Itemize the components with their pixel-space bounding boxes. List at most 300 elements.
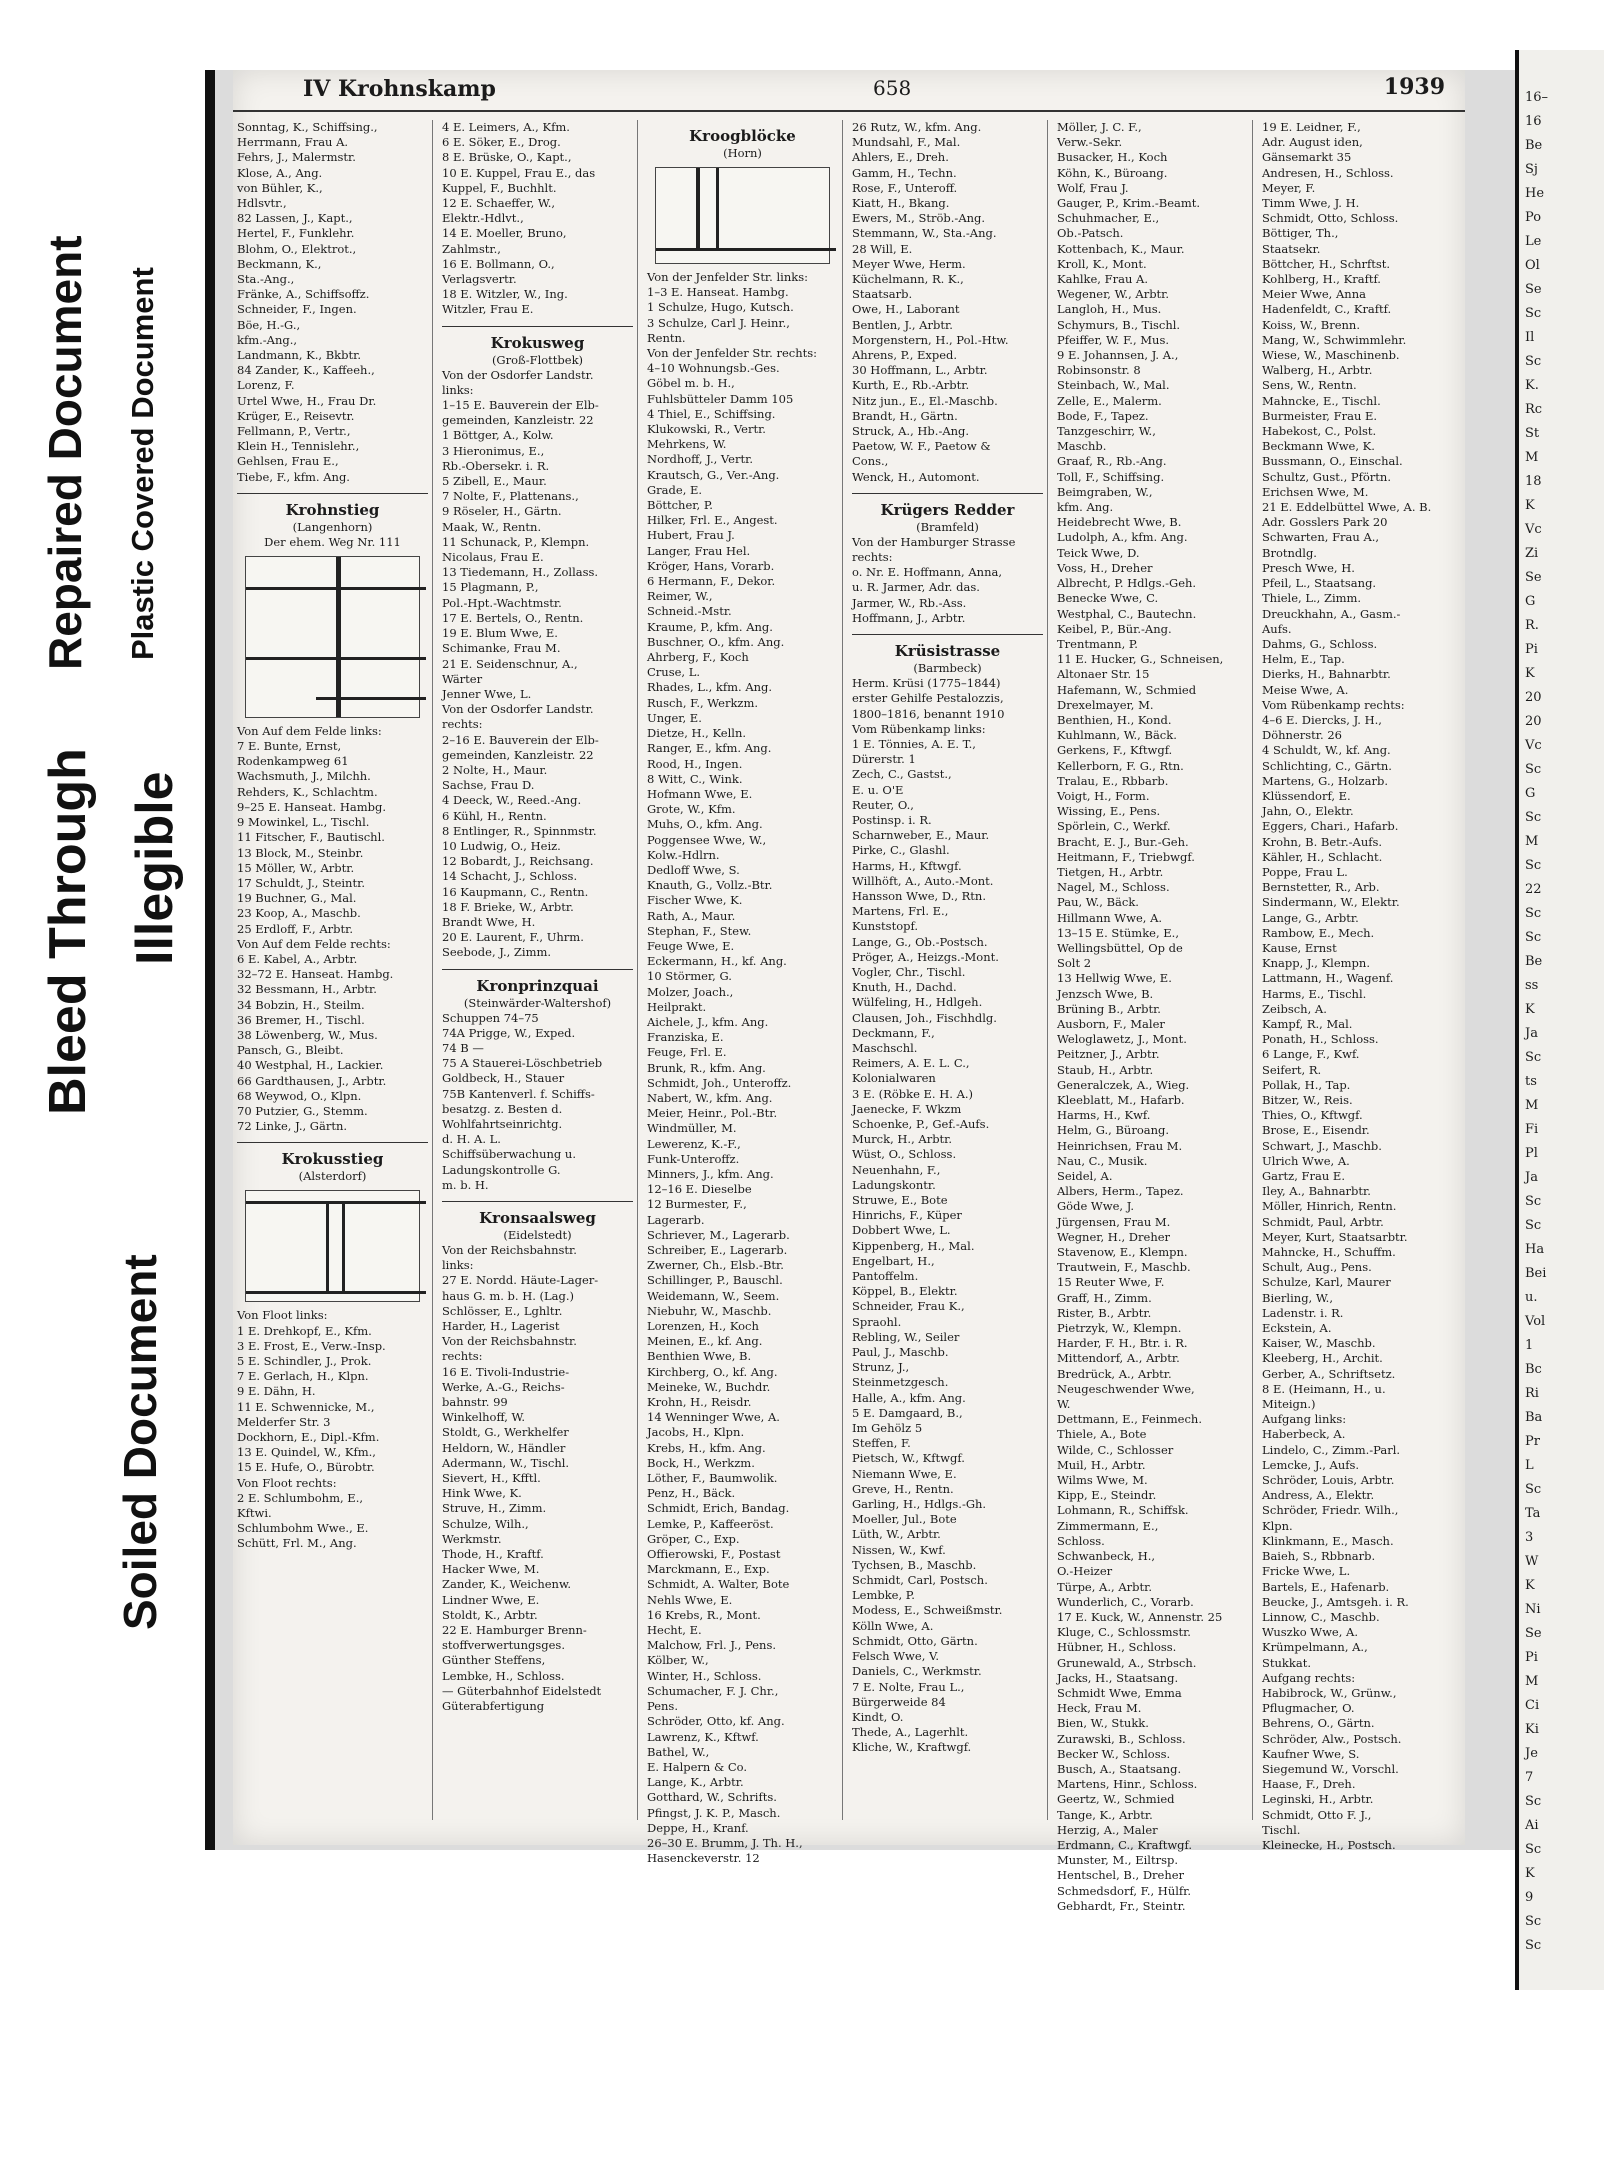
directory-entry: Gebhardt, Fr., Steintr. <box>1057 1898 1186 1913</box>
directory-entry: Deppe, H., Kranf. <box>647 1820 749 1835</box>
directory-entry: 4 Thiel, E., Schiffsing. <box>647 406 776 421</box>
directory-entry: Pröger, A., Heizgs.-Mont. <box>852 949 999 964</box>
directory-entry: Klein H., Tennislehr., <box>237 439 360 454</box>
directory-entry: Nabert, W., kfm. Ang. <box>647 1090 773 1105</box>
directory-entry: Aufs. <box>1262 621 1292 636</box>
directory-entry: Schröder, Louis, Arbtr. <box>1262 1473 1395 1488</box>
directory-entry: 6 E. Söker, E., Drog. <box>442 135 561 150</box>
directory-entry: 5 Zibell, E., Maur. <box>442 474 547 489</box>
directory-entry: Bock, H., Werkzm. <box>647 1455 755 1470</box>
directory-entry: Rentn. <box>647 330 686 345</box>
adjacent-page-fragment: Bc <box>1525 1362 1542 1377</box>
directory-entry: 21 E. Eddelbüttel Wwe, A. B. <box>1262 500 1432 515</box>
directory-entry: Stemmann, W., Sta.-Ang. <box>852 226 997 241</box>
directory-entry: 6 Lange, F., Kwf. <box>1262 1047 1360 1062</box>
directory-entry: Verlagsvertr. <box>442 272 517 287</box>
directory-entry: Brandt, H., Gärtn. <box>852 408 958 423</box>
directory-entry: Jenzsch Wwe, B. <box>1057 986 1154 1001</box>
adjacent-page-fragment: Ba <box>1525 1410 1543 1425</box>
directory-entry: Schütt, Frl. M., Ang. <box>237 1536 357 1551</box>
directory-entry: Meyer, F. <box>1262 180 1316 195</box>
directory-entry: bahnstr. 99 <box>442 1395 508 1410</box>
directory-entry: 2 E. Schlumbohm, E., <box>237 1490 364 1505</box>
adjacent-page-fragment: 7 <box>1525 1770 1534 1785</box>
directory-entry: Hübner, H., Schloss. <box>1057 1640 1177 1655</box>
directory-entry: Jarmer, W., Rb.-Ass. <box>852 595 967 610</box>
directory-entry: Unger, E. <box>647 710 702 725</box>
directory-entry: Aufgang links: <box>1262 1412 1347 1427</box>
directory-entry: Struck, A., Hb.-Ang. <box>852 424 970 439</box>
directory-entry: Ob.-Patsch. <box>1057 226 1124 241</box>
directory-entry: Morgenstern, H., Pol.-Htw. <box>852 332 1009 347</box>
directory-entry: 6 Kühl, H., Rentn. <box>442 808 547 823</box>
adjacent-page-fragment: G <box>1525 594 1536 609</box>
adjacent-page-fragment: Ja <box>1525 1026 1538 1041</box>
directory-entry: Türpe, A., Arbtr. <box>1057 1579 1152 1594</box>
adjacent-page-fragment: Sc <box>1525 930 1542 945</box>
directory-entry: Eckstein, A. <box>1262 1321 1332 1336</box>
directory-entry: Zander, K., Weichenw. <box>442 1577 572 1592</box>
directory-entry: 12–16 E. Dieselbe <box>647 1182 752 1197</box>
directory-entry: 2–16 E. Bauverein der Elb- <box>442 732 599 747</box>
directory-entry: Habibrock, W., Grünw., <box>1262 1685 1397 1700</box>
street-map-krohnstieg <box>245 556 420 718</box>
section-title-kronsaalsweg: Kronsaalsweg <box>442 1201 633 1228</box>
directory-entry: Rhades, L., kfm. Ang. <box>647 680 773 695</box>
adjacent-page-fragment: Vol <box>1525 1314 1546 1329</box>
directory-entry: links: <box>442 1258 474 1273</box>
directory-entry: Böttcher, P. <box>647 498 713 513</box>
section-title-krokusweg: Krokusweg <box>442 326 633 353</box>
directory-entry: Dürerstr. 1 <box>852 752 916 767</box>
section-title-kronprinzquai: Kronprinzquai <box>442 969 633 996</box>
directory-entry: Andress, A., Elektr. <box>1262 1488 1375 1503</box>
directory-entry: Molzer, Joach., <box>647 984 734 999</box>
directory-entry: Von der Osdorfer Landstr. <box>442 702 594 717</box>
adjacent-page-fragment: Sc <box>1525 306 1542 321</box>
directory-entry: 16 Krebs, R., Mont. <box>647 1607 761 1622</box>
directory-entry: Bathel, W., <box>647 1744 710 1759</box>
directory-entry: Nissen, W., Kwf. <box>852 1542 946 1557</box>
directory-entry: Kipp, E., Steindr. <box>1057 1488 1157 1503</box>
directory-entry: 11 Fitscher, F., Bautischl. <box>237 830 385 845</box>
directory-entry: Mang, W., Schwimmlehr. <box>1262 332 1407 347</box>
directory-entry: Schultz, Gust., Pförtn. <box>1262 469 1391 484</box>
adjacent-page-fragment: 16 <box>1525 114 1542 129</box>
adjacent-page-fragment: 1 <box>1525 1338 1534 1353</box>
directory-entry: Kause, Ernst <box>1262 940 1337 955</box>
directory-entry: Staatsarb. <box>852 287 913 302</box>
directory-entry: Tanzgeschirr, W., <box>1057 424 1156 439</box>
directory-entry: Kottenbach, K., Maur. <box>1057 241 1185 256</box>
directory-entry: Timm Wwe, J. H. <box>1262 196 1360 211</box>
directory-entry: Lorenz, F. <box>237 378 295 393</box>
adjacent-page-fragment: 20 <box>1525 714 1542 729</box>
directory-entry: Klukowski, R., Vertr. <box>647 422 766 437</box>
directory-entry: Kaiser, W., Maschb. <box>1262 1336 1376 1351</box>
directory-entry: d. H. A. L. <box>442 1132 501 1147</box>
directory-entry: 30 Hoffmann, L., Arbtr. <box>852 363 988 378</box>
directory-entry: Hadenfeldt, C., Kraftf. <box>1262 302 1392 317</box>
directory-entry: Pflugmacher, O. <box>1262 1701 1355 1716</box>
directory-entry: 26–30 E. Brumm, J. Th. H., <box>647 1835 803 1850</box>
directory-entry: Dedloff Wwe, S. <box>647 862 740 877</box>
adjacent-page-fragment: M <box>1525 1674 1539 1689</box>
adjacent-page-fragment: Be <box>1525 138 1543 153</box>
directory-entry: Fischer Wwe, K. <box>647 893 743 908</box>
section-sub-kronsaalsweg: (Eidelstedt) <box>503 1228 572 1242</box>
directory-entry: Poggensee Wwe, W., <box>647 832 767 847</box>
directory-entry: Lattmann, H., Wagenf. <box>1262 971 1394 986</box>
directory-entry: Sens, W., Rentn. <box>1262 378 1357 393</box>
directory-entry: Wenck, H., Automont. <box>852 469 980 484</box>
directory-entry: Windmüller, M. <box>647 1121 737 1136</box>
directory-entry: 7 Nolte, F., Plattenans., <box>442 489 579 504</box>
directory-entry: — Güterbahnhof Eidelstedt <box>442 1683 602 1698</box>
directory-entry: Witzler, Frau E. <box>442 302 534 317</box>
directory-entry: Herm. Krüsi (1775–1844) <box>852 676 1001 691</box>
directory-entry: Lembke, H., Schloss. <box>442 1668 565 1683</box>
directory-entry: 10 Ludwig, O., Heiz. <box>442 838 561 853</box>
directory-entry: Meyer Wwe, Herm. <box>852 256 966 271</box>
directory-entry: Krautsch, G., Ver.-Ang. <box>647 467 780 482</box>
directory-entry: Jenner Wwe, L. <box>442 686 532 701</box>
directory-entry: Brüning B., Arbtr. <box>1057 1001 1161 1016</box>
adjacent-page-fragment: He <box>1525 186 1545 201</box>
directory-entry: Behrens, O., Gärtn. <box>1262 1716 1375 1731</box>
adjacent-page-fragment: Ol <box>1525 258 1540 273</box>
directory-entry: 1–3 E. Hanseat. Hambg. <box>647 285 789 300</box>
directory-entry: Köhn, K., Büroang. <box>1057 165 1168 180</box>
header-year: 1939 <box>1383 74 1445 100</box>
directory-entry: 28 Will, E. <box>852 241 913 256</box>
directory-entry: haus G. m. b. H. (Lag.) <box>442 1288 575 1303</box>
directory-entry: Schneid.-Mstr. <box>647 604 732 619</box>
directory-entry: 15 Möller, W., Arbtr. <box>237 860 355 875</box>
directory-entry: 15 Plagmann, P., <box>442 580 539 595</box>
adjacent-page-fragment: K <box>1525 1578 1535 1593</box>
directory-entry: 26 Rutz, W., kfm. Ang. <box>852 120 982 134</box>
directory-entry: Tischl. <box>1262 1822 1301 1837</box>
directory-entry: 16 E. Tivoli-Industrie- <box>442 1364 570 1379</box>
section-sub-kruegers-redder: (Bramfeld) <box>916 519 979 534</box>
adjacent-page-fragment: Sc <box>1525 906 1542 921</box>
directory-entry: Brose, E., Eisendr. <box>1262 1123 1370 1138</box>
directory-entry: kfm.-Ang., <box>237 332 298 347</box>
directory-entry: 19 E. Leidner, F., <box>1262 120 1361 134</box>
directory-entry: 40 Westphal, H., Lackier. <box>237 1058 384 1073</box>
directory-entry: Stavenow, E., Klempn. <box>1057 1245 1188 1260</box>
directory-entry: Wolf, Frau J. <box>1057 180 1129 195</box>
adjacent-page-fragment: Bei <box>1525 1266 1547 1281</box>
directory-entry: Beckmann Wwe, K. <box>1262 439 1375 454</box>
directory-entry: Zurawski, B., Schloss. <box>1057 1731 1186 1746</box>
directory-entry: Schmedsdorf, F., Hülfr. <box>1057 1883 1192 1898</box>
directory-entry: Kuhlmann, W., Bäck. <box>1057 728 1177 743</box>
directory-entry: Schmidt, Erich, Bandag. <box>647 1501 790 1516</box>
directory-entry: Schmidt Wwe, Emma <box>1057 1685 1182 1700</box>
directory-entry: Albers, Herm., Tapez. <box>1057 1184 1184 1199</box>
directory-entry: Günther Steffens, <box>442 1653 546 1668</box>
column-1 <box>233 120 433 1820</box>
directory-entry: Meise Wwe, A. <box>1262 682 1349 697</box>
directory-entry: Kindt, O. <box>852 1709 904 1724</box>
adjacent-page-fragment: 22 <box>1525 882 1542 897</box>
directory-entry: Benecke Wwe, C. <box>1057 591 1159 606</box>
directory-entry: Schmidt, Carl, Postsch. <box>852 1573 988 1588</box>
directory-entry: Heck, Frau M. <box>1057 1701 1142 1716</box>
directory-entry: Knapp, J., Klempn. <box>1262 956 1370 971</box>
directory-entry: Rb.-Obersekr. i. R. <box>442 458 550 473</box>
directory-entry: Lohmann, R., Schiffsk. <box>1057 1503 1189 1518</box>
directory-entry: Sta.-Ang., <box>237 272 295 287</box>
directory-entry: 16 E. Bollmann, O., <box>442 256 555 271</box>
directory-entry: u. R. Jarmer, Adr. das. <box>852 580 980 595</box>
directory-entry: Kampf, R., Mal. <box>1262 1016 1353 1031</box>
directory-entry: Rood, H., Ingen. <box>647 756 743 771</box>
directory-entry: Erichsen Wwe, M. <box>1262 484 1369 499</box>
directory-entry: gemeinden, Kanzleistr. 22 <box>442 747 594 762</box>
directory-entry: Winkelhoff, W. <box>442 1410 526 1425</box>
directory-entry: Ladenstr. i. R. <box>1262 1305 1344 1320</box>
directory-entry: Paul, J., Maschb. <box>852 1345 949 1360</box>
directory-entry: Hafemann, W., Schmied <box>1057 682 1197 697</box>
directory-entry: Kleeberg, H., Archit. <box>1262 1351 1383 1366</box>
directory-entry: Drexelmayer, M. <box>1057 697 1154 712</box>
directory-entry: Pens. <box>647 1699 678 1714</box>
directory-entry: 4–6 E. Diercks, J. H., <box>1262 712 1382 727</box>
directory-entry: Bartels, E., Hafenarb. <box>1262 1579 1390 1594</box>
directory-entry: Hoffmann, J., Arbtr. <box>852 610 966 625</box>
directory-entry: Von Floot rechts: <box>237 1475 337 1490</box>
directory-entry: Helm, E., Tap. <box>1262 652 1345 667</box>
directory-entry: Gotthard, W., Schrifts. <box>647 1790 777 1805</box>
directory-entry: Verw.-Sekr. <box>1057 135 1123 150</box>
directory-entry: 70 Putzier, G., Stemm. <box>237 1103 368 1118</box>
directory-entry: Thiele, L., Zimm. <box>1262 591 1362 606</box>
directory-entry: Maak, W., Rentn. <box>442 519 542 534</box>
directory-entry: Keibel, P., Bür.-Ang. <box>1057 621 1172 636</box>
directory-entry: Bierling, W., <box>1262 1290 1333 1305</box>
directory-entry: Möller, J. C. F., <box>1057 120 1142 134</box>
directory-entry: Seidel, A. <box>1057 1169 1113 1184</box>
directory-entry: 4 E. Leimers, A., Kfm. <box>442 120 570 134</box>
directory-entry: 74 B — <box>442 1040 484 1055</box>
directory-entry: Von der Osdorfer Landstr. <box>442 367 594 382</box>
directory-entry: Böttcher, H., Schrftst. <box>1262 256 1391 271</box>
directory-entry: Mittendorf, A., Arbtr. <box>1057 1351 1180 1366</box>
adjacent-page-fragment: Ci <box>1525 1698 1540 1713</box>
directory-entry: Bernstetter, R., Arb. <box>1262 880 1380 895</box>
directory-entry: Aichele, J., kfm. Ang. <box>647 1014 769 1029</box>
directory-entry: Schmidt, Otto F. J., <box>1262 1807 1372 1822</box>
adjacent-page-fragment: 3 <box>1525 1530 1534 1545</box>
directory-entry: 3 Schulze, Carl J. Heinr., <box>647 315 790 330</box>
directory-entry: Langer, Frau Hel. <box>647 543 751 558</box>
adjacent-page-fragment: Sc <box>1525 354 1542 369</box>
directory-entry: Im Gehölz 5 <box>852 1421 923 1436</box>
directory-entry: Martens, G., Holzarb. <box>1262 773 1388 788</box>
directory-entry: 82 Lassen, J., Kapt., <box>237 211 353 226</box>
directory-entry: Bentlen, J., Arbtr. <box>852 317 953 332</box>
directory-entry: Halle, A., kfm. Ang. <box>852 1390 966 1405</box>
label-plastic-covered-document: Plastic Covered Document <box>125 267 160 660</box>
directory-entry: Wegener, W., Arbtr. <box>1057 287 1170 302</box>
directory-entry: Ladungskontr. <box>852 1177 936 1192</box>
directory-entry: Schillinger, P., Bauschl. <box>647 1273 783 1288</box>
page-header <box>233 70 1465 112</box>
adjacent-page-fragment: L <box>1525 1458 1534 1473</box>
document-quality-labels <box>0 0 205 1700</box>
directory-entry: Miteign.) <box>1262 1397 1316 1412</box>
directory-entry: Weidemann, W., Seem. <box>647 1288 780 1303</box>
directory-entry: 27 E. Nordd. Häute-Lager- <box>442 1273 599 1288</box>
directory-entry: Staatsekr. <box>1262 241 1321 256</box>
directory-entry: Kölln Wwe, A. <box>852 1618 934 1633</box>
directory-entry: Dierks, H., Bahnarbtr. <box>1262 667 1391 682</box>
directory-entry: Postinsp. i. R. <box>852 812 932 827</box>
directory-entry: Tietgen, H., Arbtr. <box>1057 864 1164 879</box>
directory-entry: 13 Hellwig Wwe, E. <box>1057 971 1172 986</box>
directory-entry: 4–10 Wohnungsb.-Ges. <box>647 361 780 376</box>
directory-entry: Kippenberg, H., Mal. <box>852 1238 975 1253</box>
directory-entry: Blohm, O., Elektrot., <box>237 241 357 256</box>
directory-entry: 12 Bobardt, J., Reichsang. <box>442 854 594 869</box>
directory-entry: Von der Hamburger Strasse <box>852 534 1016 549</box>
street-map-kroogbloecke <box>655 167 830 264</box>
adjacent-page-fragment: Il <box>1525 330 1535 345</box>
directory-entry: Sonntag, K., Schiffsing., <box>237 120 378 134</box>
adjacent-page-fragment: Ta <box>1525 1506 1541 1521</box>
directory-entry: 8 Witt, C., Wink. <box>647 771 743 786</box>
section-sub-krohnstieg: (Langenhorn) <box>292 519 373 534</box>
directory-page <box>233 70 1465 1913</box>
directory-entry: Kftwi. <box>237 1506 272 1520</box>
directory-entry: 11 Schunack, P., Klempn. <box>442 534 590 549</box>
directory-entry: 10 Störmer, G. <box>647 969 732 984</box>
directory-entry: Hubert, Frau J. <box>647 528 735 543</box>
adjacent-page-fragment: u. <box>1525 1290 1538 1305</box>
street-map-krokusstieg <box>245 1190 420 1302</box>
adjacent-page-fragment: 9 <box>1525 1890 1534 1905</box>
directory-entry: Wilde, C., Schlosser <box>1057 1442 1174 1457</box>
directory-entry: Löther, F., Baumwolik. <box>647 1471 778 1486</box>
directory-entry: Stephan, F., Stew. <box>647 923 752 938</box>
directory-entry: 13–15 E. Stümke, E., <box>1057 925 1179 940</box>
directory-entry: Sachse, Frau D. <box>442 778 535 793</box>
directory-entry: Rusch, F., Werkzm. <box>647 695 759 710</box>
directory-entry: Göbel m. b. H., <box>647 376 735 391</box>
directory-entry: 14 Schacht, J., Schloss. <box>442 869 578 884</box>
directory-entry: Klüssendorf, E. <box>1262 788 1351 803</box>
directory-entry: 17 E. Bertels, O., Rentn. <box>442 610 584 625</box>
directory-entry: Schmidt, Otto, Schloss. <box>1262 211 1399 226</box>
directory-entry: Schumacher, F. J. Chr., <box>647 1683 779 1698</box>
directory-entry: Dreuckhahn, A., Gasm.- <box>1262 606 1401 621</box>
directory-entry: Spraohl. <box>852 1314 902 1329</box>
directory-entry: Bussmann, O., Einschal. <box>1262 454 1403 469</box>
directory-entry: 22 E. Hamburger Brenn- <box>442 1623 587 1638</box>
directory-entry: Thiele, A., Bote <box>1057 1427 1147 1442</box>
directory-entry: 34 Bobzin, H., Steilm. <box>237 997 365 1012</box>
directory-entry: Schlumbohm Wwe., E. <box>237 1521 369 1536</box>
directory-entry: Westphal, C., Bautechn. <box>1057 606 1197 621</box>
directory-entry: Offierowski, F., Postast <box>647 1547 781 1562</box>
directory-entry: Landmann, K., Bkbtr. <box>237 348 361 363</box>
directory-entry: Gerkens, F., Kftwgf. <box>1057 743 1173 758</box>
directory-entry: Heidebrecht Wwe, B. <box>1057 515 1182 530</box>
directory-entry: rechts: <box>852 550 893 565</box>
directory-entry: Stoldt, G., Werkhelfer <box>442 1425 569 1440</box>
directory-entry: Martens, Hinr., Schloss. <box>1057 1777 1198 1792</box>
directory-entry: Lange, G., Arbtr. <box>1262 910 1359 925</box>
directory-entry: Von der Jenfelder Str. rechts: <box>647 346 818 361</box>
directory-entry: Baieh, S., Rbbnarb. <box>1262 1549 1376 1564</box>
directory-entry: o. Nr. E. Hoffmann, Anna, <box>852 565 1002 580</box>
directory-entry: 4 Schuldt, W., kf. Ang. <box>1262 743 1391 758</box>
directory-entry: Benthien Wwe, B. <box>647 1349 752 1364</box>
directory-entry: Döhnerstr. 26 <box>1262 728 1342 743</box>
directory-entry: 17 Schuldt, J., Steintr. <box>237 875 365 890</box>
directory-entry: Kunststopf. <box>852 919 918 934</box>
directory-entry: Lembke, P. <box>852 1588 915 1603</box>
directory-entry: Gehlsen, Frau E., <box>237 454 339 469</box>
directory-entry: 1 E. Tönnies, A. E. T., <box>852 736 976 751</box>
directory-entry: Ausborn, F., Maler <box>1057 1016 1165 1031</box>
directory-entry: 25 Erdloff, F., Arbtr. <box>237 921 354 936</box>
directory-entry: Bürgerweide 84 <box>852 1694 946 1709</box>
directory-entry: Weloglawetz, J., Mont. <box>1057 1032 1187 1047</box>
directory-entry: Struve, H., Zimm. <box>442 1501 547 1516</box>
directory-entry: Adr. August iden, <box>1262 135 1363 150</box>
directory-entry: Böttiger, Th., <box>1262 226 1339 241</box>
directory-entry: Wissing, E., Pens. <box>1057 804 1161 819</box>
section-title-kruegers-redder: Krügers Redder <box>852 493 1043 520</box>
directory-entry: links: <box>442 382 474 397</box>
adjacent-page-fragment: G <box>1525 786 1536 801</box>
section-sub-kronprinzquai: (Steinwärder-Waltershof) <box>463 995 612 1010</box>
directory-entry: Benthien, H., Kond. <box>1057 712 1172 727</box>
directory-entry: Lange, G., Ob.-Postsch. <box>852 934 988 949</box>
directory-entry: 6 Hermann, F., Dekor. <box>647 574 776 589</box>
directory-entry: O.-Heizer <box>1057 1564 1113 1579</box>
directory-entry: Wachsmuth, J., Milchh. <box>237 769 371 784</box>
directory-entry: Lorenzen, H., Koch <box>647 1319 759 1334</box>
directory-entry: 75B Kantenverl. f. Schiffs- <box>442 1086 595 1101</box>
directory-entry: Hillmann Wwe, A. <box>1057 910 1163 925</box>
directory-entry: Schlichting, C., Gärtn. <box>1262 758 1392 773</box>
directory-entry: Niebuhr, W., Maschb. <box>647 1303 772 1318</box>
adjacent-page-fragment: Sc <box>1525 810 1542 825</box>
directory-entry: Haberbeck, A. <box>1262 1427 1346 1442</box>
directory-entry: Schwarten, Frau A., <box>1262 530 1380 545</box>
directory-entry: Von der Reichsbahnstr. <box>442 1334 577 1349</box>
adjacent-page-fragment: 20 <box>1525 690 1542 705</box>
directory-entry: Staub, H., Arbtr. <box>1057 1062 1154 1077</box>
directory-entry: 75 A Stauerei-Löschbetrieb <box>442 1056 603 1071</box>
directory-entry: Zech, C., Gastst., <box>852 767 952 782</box>
directory-entry: 19 E. Blum Wwe, E. <box>442 626 558 641</box>
directory-entry: Urtel Wwe, H., Frau Dr. <box>237 393 377 408</box>
directory-entry: Pol.-Hpt.-Wachtmstr. <box>442 595 562 610</box>
directory-entry: 6 E. Kabel, A., Arbtr. <box>237 951 358 966</box>
directory-entry: Felsch Wwe, V. <box>852 1649 939 1664</box>
directory-entry: Seifert, R. <box>1262 1062 1322 1077</box>
adjacent-page-fragment: R. <box>1525 618 1539 633</box>
adjacent-page-fragment: Pi <box>1525 1650 1538 1665</box>
directory-entry: Möller, Hinrich, Rentn. <box>1262 1199 1397 1214</box>
directory-entry: Greve, H., Rentn. <box>852 1481 954 1496</box>
